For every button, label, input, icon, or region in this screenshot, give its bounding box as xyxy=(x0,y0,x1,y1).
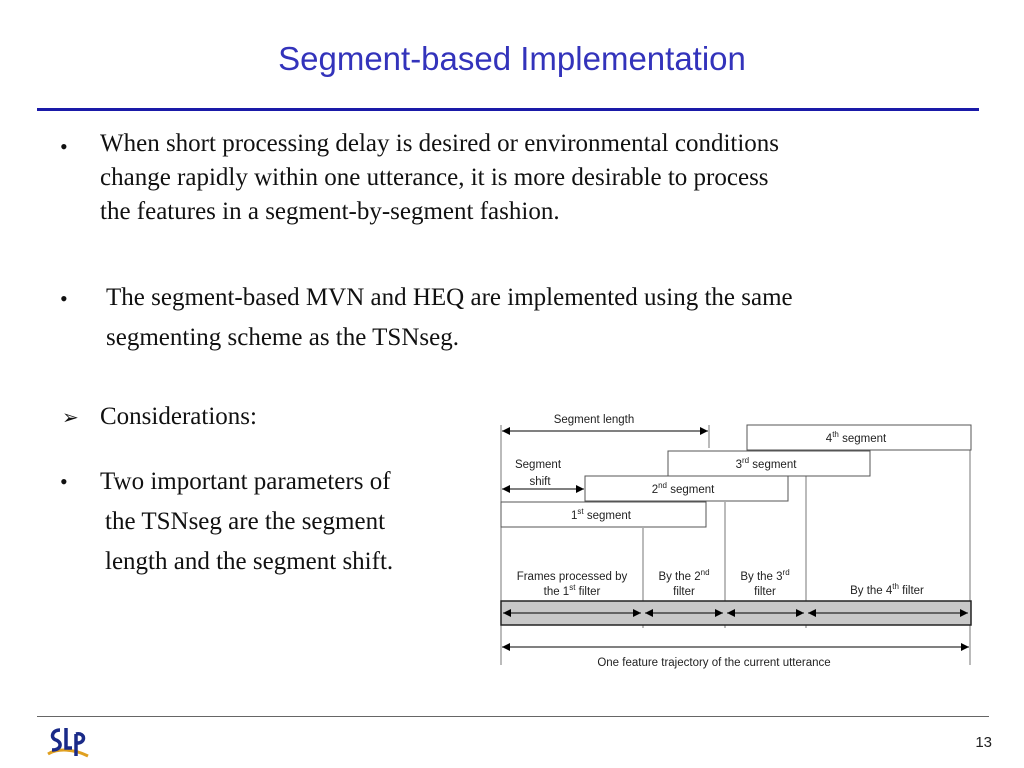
bullet-1 xyxy=(100,127,779,229)
filter-4-label: By the 4th filter xyxy=(850,582,924,597)
bullet-2-line-2: segmenting scheme as the TSNseg. xyxy=(106,324,459,351)
segment-length-label: Segment length xyxy=(553,414,635,426)
segmentation-diagram xyxy=(490,405,980,670)
bullet-2 xyxy=(106,278,793,358)
bullet-3-line-2: the TSNseg are the segment xyxy=(105,508,386,535)
page-number: 13 xyxy=(975,734,992,751)
arrow-bullet-icon: ➢ xyxy=(62,407,79,429)
filter-3-label: filter xyxy=(754,586,776,598)
bullet-3-line-1: Two important parameters of xyxy=(100,468,391,495)
filter-2-label: filter xyxy=(673,586,695,598)
filter-3-label: By the 3rd xyxy=(740,568,790,583)
bullet-marker: • xyxy=(60,134,68,159)
bullet-3 xyxy=(100,462,393,582)
segment-shift-label: Segment xyxy=(514,459,562,471)
segment-shift-label: shift xyxy=(529,476,551,488)
bullet-1-line-1: When short processing delay is desired or environmental conditions xyxy=(100,130,780,157)
filter-2-label: By the 2nd xyxy=(658,568,710,583)
footer-divider xyxy=(37,716,989,717)
filter-1-label: the 1st filter xyxy=(543,583,601,598)
slp-logo-icon xyxy=(44,722,92,762)
bullet-1-line-3: the features in a segment-by-segment fashion. xyxy=(100,198,560,225)
slide-title: Segment-based Implementation xyxy=(278,40,746,77)
trajectory-label: One feature trajectory of the current utterance xyxy=(597,657,831,669)
bullet-marker: • xyxy=(60,469,68,494)
bullet-2-line-1: The segment-based MVN and HEQ are implemented using the same xyxy=(106,284,793,311)
bullet-marker: • xyxy=(60,286,68,311)
bullet-3-line-3: length and the segment shift. xyxy=(105,548,394,575)
bullet-1-line-2: change rapidly within one utterance, it is more desirable to process xyxy=(100,164,769,191)
title-divider xyxy=(37,108,979,111)
segment-2-label: 2nd segment xyxy=(651,481,715,496)
segment-4-label: 4th segment xyxy=(825,430,887,445)
segment-3-label: 3rd segment xyxy=(735,456,797,471)
filter-1-label: Frames processed by xyxy=(516,571,628,583)
segment-1-label: 1st segment xyxy=(571,507,631,522)
considerations-heading: Considerations: xyxy=(100,403,257,430)
